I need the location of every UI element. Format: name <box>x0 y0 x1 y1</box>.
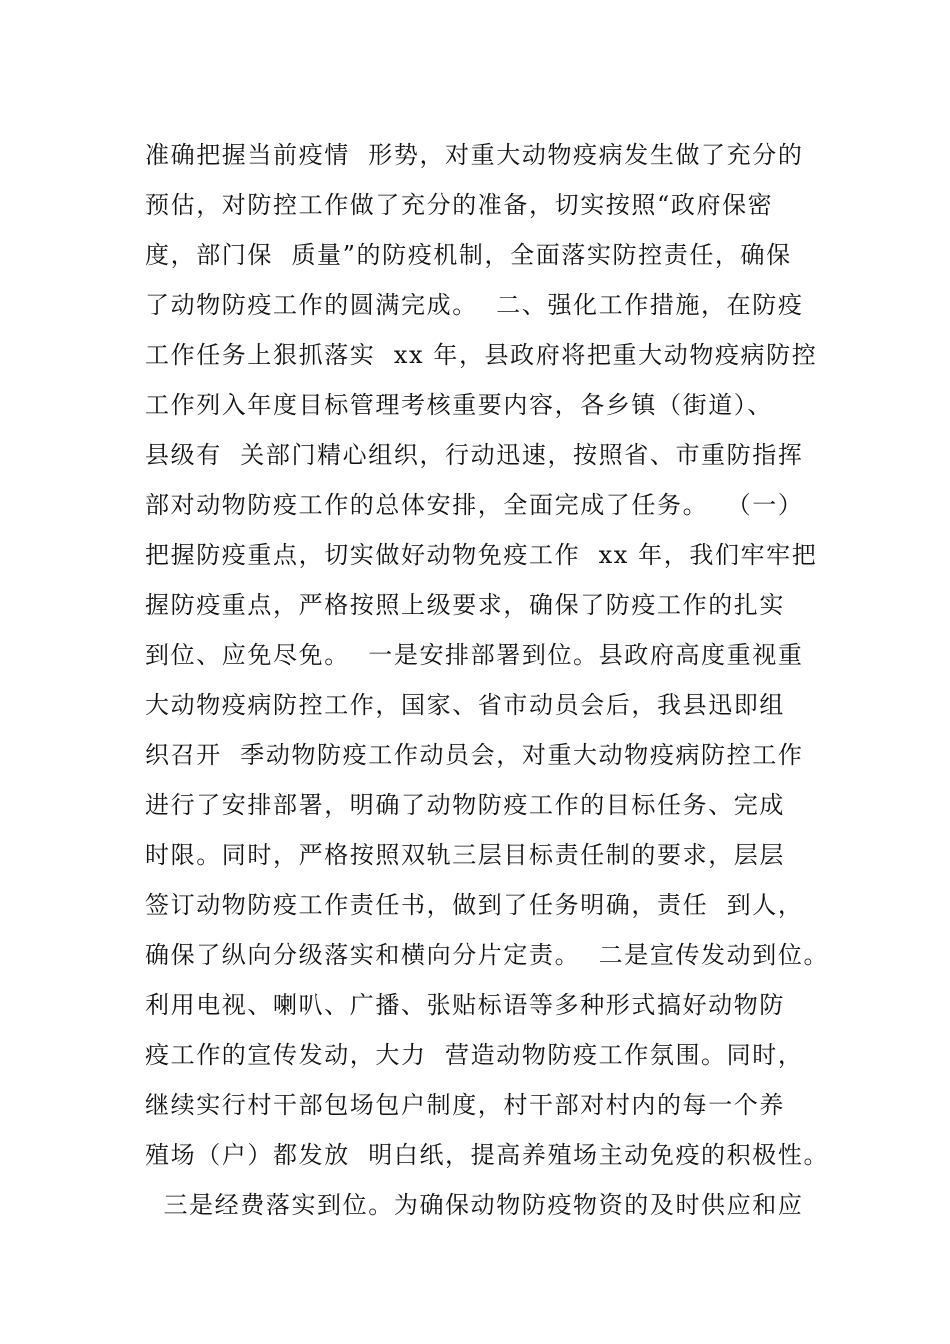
text-line: 准确把握当前疫情 形势，对重大动物疫病发生做了充分的 <box>145 141 804 169</box>
text-line: 了动物防疫工作的圆满完成。 二、强化工作措施，在防疫 <box>145 291 804 319</box>
text-line: 进行了安排部署，明确了动物防疫工作的目标任务、完成 <box>145 791 785 819</box>
text-line: 握防疫重点，严格按照上级要求，确保了防疫工作的扎实 <box>145 591 785 619</box>
text-line: 签订动物防疫工作责任书，做到了任务明确，责任 到人， <box>145 891 804 919</box>
body-text <box>145 130 830 1230</box>
text-line: 工作任务上狠抓落实 xx 年，县政府将把重大动物疫病防控 <box>145 341 818 369</box>
text-line: 把握防疫重点，切实做好动物免疫工作 xx 年，我们牢牢把 <box>145 541 818 569</box>
text-line: 到位、应免尽免。 一是安排部署到位。县政府高度重视重 <box>145 641 804 669</box>
text-line: 三是经费落实到位。为确保动物防疫物资的及时供应和应 <box>145 1191 804 1219</box>
text-line: 大动物疫病防控工作，国家、省市动员会后，我县迅即组 <box>145 691 785 719</box>
text-line: 度，部门保 质量”的防疫机制，全面落实防控责任，确保 <box>145 241 792 269</box>
text-line: 继续实行村干部包场包户制度，村干部对村内的每一个养 <box>145 1091 785 1119</box>
text-line: 确保了纵向分级落实和横向分片定责。 二是宣传发动到位。 <box>145 941 830 969</box>
text-line: 疫工作的宣传发动，大力 营造动物防疫工作氛围。同时， <box>145 1041 804 1069</box>
text-line: 预估，对防控工作做了充分的准备，切实按照“政府保密 <box>145 191 774 219</box>
text-line: 部对动物防疫工作的总体安排，全面完成了任务。 （一） <box>145 491 804 519</box>
text-line: 时限。同时，严格按照双轨三层目标责任制的要求，层层 <box>145 841 785 869</box>
text-line: 利用电视、喇叭、广播、张贴标语等多种形式搞好动物防 <box>145 991 785 1019</box>
text-line: 殖场（户）都发放 明白纸，提高养殖场主动免疫的积极性。 <box>145 1141 830 1169</box>
text-line: 县级有 关部门精心组织，行动迅速，按照省、市重防指挥 <box>145 441 804 469</box>
text-line: 工作列入年度目标管理考核重要内容，各乡镇（街道）、 <box>145 391 773 419</box>
text-line: 织召开 季动物防疫工作动员会，对重大动物疫病防控工作 <box>145 741 804 769</box>
